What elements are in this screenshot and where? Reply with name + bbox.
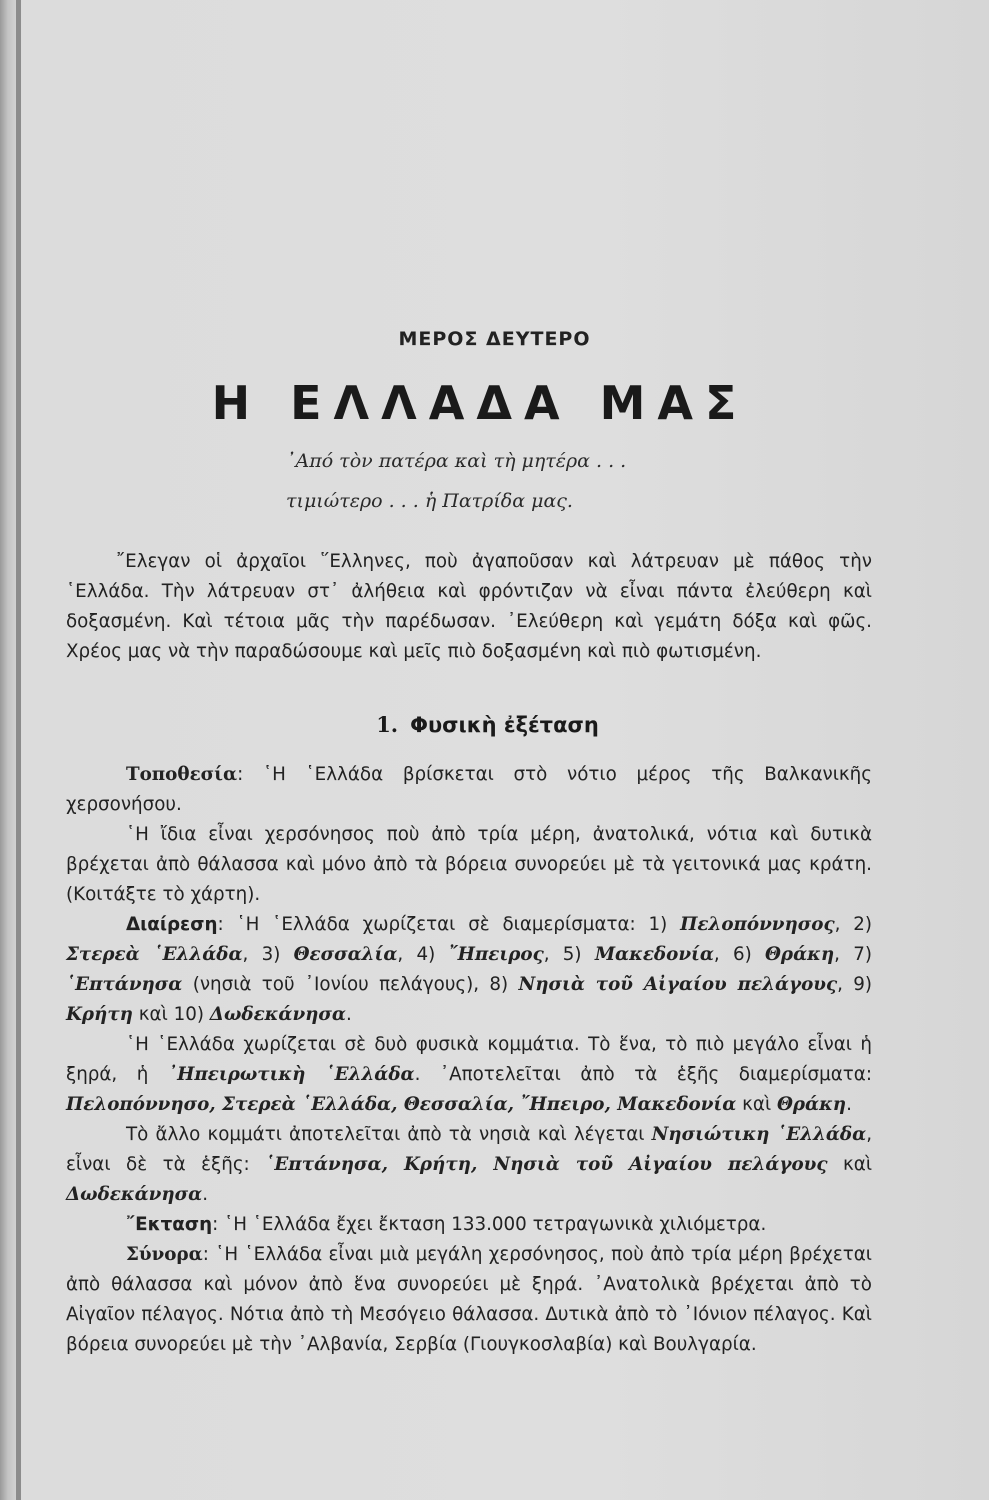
- islands-text: , εἶναι δὲ τὰ ἑξῆς:: [66, 1124, 872, 1175]
- emphasis-regions: ῾Επτάνησα, Κρήτη, Νησιὰ τοῦ Αἰγαίου πελάγους: [265, 1154, 828, 1175]
- division-num: , 7): [834, 944, 872, 965]
- division-intro: : ῾Η ῾Ελλάδα χωρίζεται σὲ διαμερίσματα:: [217, 914, 649, 935]
- intro-paragraph: ῎Ελεγαν οἱ ἀρχαῖοι ῞Ελληνες, ποὺ ἀγαποῦσαν καὶ λάτρευαν μὲ πάθος τὴν ῾Ελλάδα. Τὴν λάτρευαν στ᾽ ἀλήθεια καὶ φρόντιζαν νὰ εἶναι πάντα ἐλεύθερη καὶ δοξασμένη. Καὶ τέτοια μᾶς τὴν παρέδωσαν. ᾽Ελεύθερη καὶ γεμάτη δόξα καὶ φῶς. Χρέος μας νὰ τὴν παραδώσουμε καὶ μεῖς πιὸ δοξασμένη καὶ πιὸ φωτισμένη.: [66, 551, 872, 662]
- chapter-title: Η ΕΛΛΑΔΑ ΜΑΣ: [211, 376, 749, 430]
- region-name: Στερεὰ ῾Ελλάδα: [66, 944, 243, 965]
- part-title: ΜΕΡΟΣ ΔΕΥΤΕΡΟ: [398, 328, 591, 350]
- division-num: , 4): [397, 944, 449, 965]
- section-heading: [0, 712, 975, 737]
- section-body: [66, 760, 872, 1360]
- region-name: Κρήτη: [66, 1004, 133, 1025]
- emphasis-regions: Πελοπόννησο, Στερεὰ ῾Ελλάδα, Θεσσαλία, ῎Ηπειρο, Μακεδονία: [66, 1094, 737, 1115]
- region-name: Μακεδονία: [594, 944, 714, 965]
- term-division: Διαίρεση: [126, 914, 218, 935]
- division-num: , 5): [543, 944, 595, 965]
- division-num: , 3): [242, 944, 294, 965]
- punctuation: .: [202, 1184, 209, 1205]
- paragraph-division: [66, 910, 872, 1030]
- division-num: , 2): [834, 914, 873, 935]
- paragraph-islands: [66, 1120, 872, 1210]
- region-name: ῎Ηπειρος: [448, 944, 544, 965]
- paragraph-area: [66, 1210, 872, 1240]
- page-spine-edge: [16, 0, 21, 1500]
- region-name: Θράκη: [765, 944, 835, 965]
- punctuation: .: [345, 1004, 352, 1025]
- epigraph-line-2: τιμιώτερο . . . ἡ Πατρίδα μας.: [286, 490, 573, 512]
- region-name: Νησιὰ τοῦ Αἰγαίου πελάγους: [518, 974, 838, 995]
- region-note: (νησιὰ τοῦ ᾽Ιονίου πελάγους),: [182, 974, 490, 995]
- paragraph-mainland: [66, 1030, 872, 1120]
- emphasis-region: Θράκη: [776, 1094, 847, 1115]
- mainland-text: . ᾽Αποτελεῖται ἀπὸ τὰ ἑξῆς διαμερίσματα:: [414, 1064, 872, 1085]
- mainland-text: καὶ: [736, 1094, 777, 1115]
- islands-text: Τὸ ἄλλο κομμάτι ἀποτελεῖται ἀπὸ τὰ νησιὰ καὶ λέγεται: [126, 1124, 652, 1145]
- division-num: 1): [648, 914, 681, 935]
- borders-text: : ῾Η ῾Ελλάδα εἶναι μιὰ μεγάλη χερσόνησος, ποὺ ἀπὸ τρία μέρη βρέχεται ἀπὸ θάλασσα καὶ μόνον ἀπὸ ἕνα συνορεύει μὲ ξηρά. ᾽Ανατολικὰ βρέχεται ἀπὸ τὸ Αἰγαῖον πέλαγος. Νότια ἀπὸ τὴ Μεσόγειο θάλασσα. Δυτικὰ ἀπὸ τὸ ᾽Ιόνιον πέλαγος. Καὶ βόρεια συνορεύει μὲ τὴν ᾽Αλβανία, Σερβία (Γιουγκοσλαβία) καὶ Βουλγαρία.: [66, 1244, 872, 1355]
- epigraph-line-1: ᾽Από τὸν πατέρα καὶ τὴ μητέρα . . .: [286, 450, 627, 472]
- location-text: : ῾Η ῾Ελλάδα βρίσκεται στὸ νότιο μέρος τῆς Βαλκανικῆς χερσονήσου.: [66, 764, 872, 815]
- emphasis-islands: Νησιώτικη ῾Ελλάδα: [651, 1124, 867, 1145]
- division-num: , 6): [713, 944, 765, 965]
- term-area: ῎Εκταση: [126, 1214, 213, 1235]
- emphasis-region: Δωδεκάνησα: [66, 1184, 203, 1205]
- emphasis-mainland: ᾽Ηπειρωτικὴ ῾Ελλάδα: [167, 1064, 415, 1085]
- term-location: Τοποθεσία: [126, 764, 238, 785]
- term-borders: Σύνορα: [126, 1244, 203, 1265]
- paragraph-location: [66, 760, 872, 820]
- area-text: : ῾Η ῾Ελλάδα ἔχει ἔκταση 133.000 τετραγωνικὰ χιλιόμετρα.: [212, 1214, 767, 1235]
- mainland-text: ῾Η ῾Ελλάδα χωρίζεται σὲ δυὸ φυσικὰ κομμάτια. Τὸ ἕνα, τὸ πιὸ μεγάλο εἶναι ἡ ξηρά, ἡ: [66, 1034, 872, 1085]
- punctuation: .: [846, 1094, 852, 1115]
- islands-text: καὶ: [827, 1154, 873, 1175]
- paragraph-borders: [66, 1240, 872, 1360]
- region-name: ῾Επτάνησα: [66, 974, 183, 995]
- division-num: καὶ 10): [132, 1004, 210, 1025]
- section-title-text: Φυσικὴ ἐξέταση: [410, 713, 599, 737]
- section-number: 1.: [376, 712, 399, 737]
- region-name: Δωδεκάνησα: [209, 1004, 346, 1025]
- region-name: Πελοπόννησος: [680, 914, 835, 935]
- division-num: , 9): [837, 974, 872, 995]
- division-num: 8): [489, 974, 519, 995]
- paragraph-peninsula: ῾Η ἴδια εἶναι χερσόνησος ποὺ ἀπὸ τρία μέρη, ἀνατολικά, νότια καὶ δυτικὰ βρέχεται ἀπὸ θάλασσα καὶ μόνο ἀπὸ τὰ βόρεια συνορεύει μὲ τὰ γειτονικά μας κράτη. (Κοιτάξτε τὸ χάρτη).: [66, 824, 872, 905]
- region-name: Θεσσαλία: [293, 944, 398, 965]
